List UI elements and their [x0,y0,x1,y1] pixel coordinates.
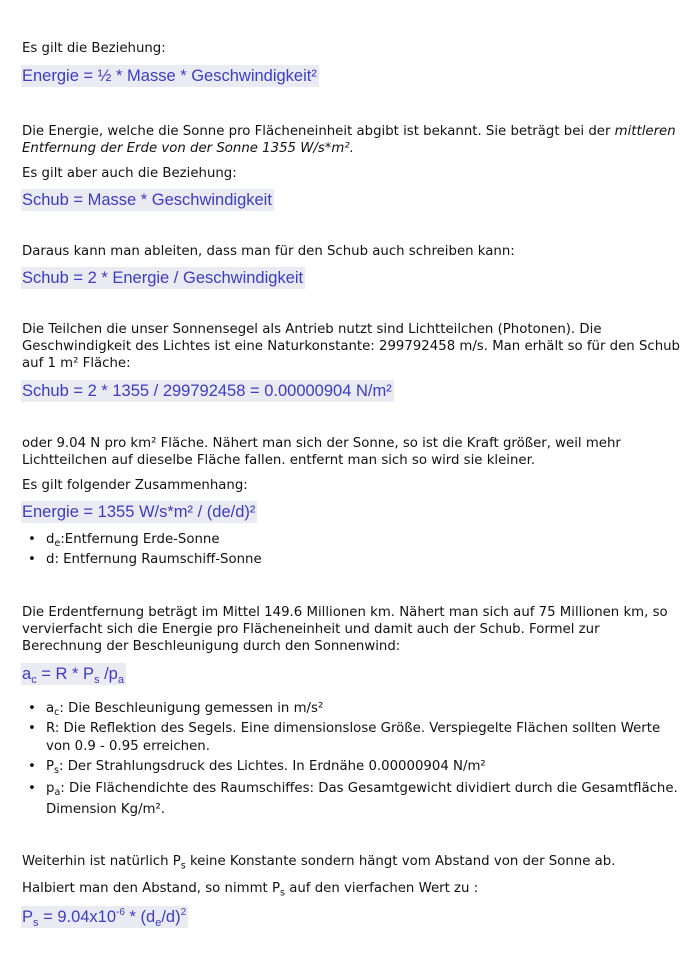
energy-paragraph [22,123,682,157]
intro-text: Es gilt die Beziehung: [22,41,166,56]
formula-thrust: Schub = Masse * Geschwindigkeit [22,191,272,209]
energy-paragraph-text: Die Energie, welche die Sonne pro Flächeneinheit abgibt ist bekannt. Sie beträgt bei der [22,124,615,139]
distance-list [22,531,682,571]
formula-pressure: $P_s = 9.04x10^{-6} * (d_e/d)^2$ [22,907,187,929]
relation2-text: Es gilt folgender Zusammenhang: [22,478,248,493]
formula-energy: Energie = ½ * Masse * Geschwindigkeit² [22,67,317,85]
list-item: • $a_c$: Die Beschleunigung gemessen in m/s² [22,700,682,718]
relation-text: Es gilt aber auch die Beziehung: [22,166,237,181]
formula-energy-distance: Energie = 1355 W/s*m² / (de/d)² [22,503,256,521]
list-item: • R: Die Reflektion des Segels. Eine dimensionslose Größe. Verspiegelte Flächen sollten Werte von 0.9 - 0.95 erreichen. [22,720,682,756]
pressure-paragraph: Weiterhin ist natürlich $P_s$ keine Konstante sondern hängt vom Abstand von der Sonne ab. Halbiert man den Abstand, so nimmt $P_s$ auf den vierfachen Wert zu : [22,854,616,899]
distance-paragraph: Die Erdentfernung beträgt im Mittel 149.6 Millionen km. Nähert man sich auf 75 Millionen km, so vervierfacht sich die Energie pro Flächeneinheit und damit auch der Schub. Formel zur Berechnung der Beschleunigung durch den Sonnenwind: [22,605,668,654]
list-item: • d: Entfernung Raumschiff-Sonne [22,551,682,569]
list-item: • $d_e:Entfernung$ Erde-Sonne [22,531,682,549]
formula-thrust-energy: Schub = 2 * Energie / Geschwindigkeit [22,269,304,287]
formula-thrust-value: Schub = 2 * 1355 / 299792458 = 0.00000904 N/m² [22,382,392,400]
energy-paragraph-italic: mittleren Entfernung der Erde von der Sonne 1355 W/s*m². [22,124,676,156]
derive-text: Daraus kann man ableiten, dass man für den Schub auch schreiben kann: [22,244,515,259]
formula-acceleration: $a_c = R * P_s$ $/p_a$ [22,665,124,686]
list-item: • $p_a$: Die Flächendichte des Raumschiffes: Das Gesamtgewicht dividiert durch die Gesamtfläche. Dimension Kg/m². [22,778,682,820]
force-paragraph: oder 9.04 N pro km² Fläche. Nähert man sich der Sonne, so ist die Kraft größer, weil mehr Lichtteilchen auf dieselbe Fläche fallen. entfernt man sich so wird sie kleiner. [22,436,621,468]
list-item: • $P_s$: Der Strahlungsdruck des Lichtes. In Erdnähe 0.00000904 N/m² [22,758,682,776]
photon-paragraph: Die Teilchen die unser Sonnensegel als Antrieb nutzt sind Lichtteilchen (Photonen). Die Geschwindigkeit des Lichtes ist eine Naturkonstante: 299792458 m/s. Man erhält so für den Schub auf 1 m² Fläche: [22,322,681,371]
variable-list [22,700,682,822]
